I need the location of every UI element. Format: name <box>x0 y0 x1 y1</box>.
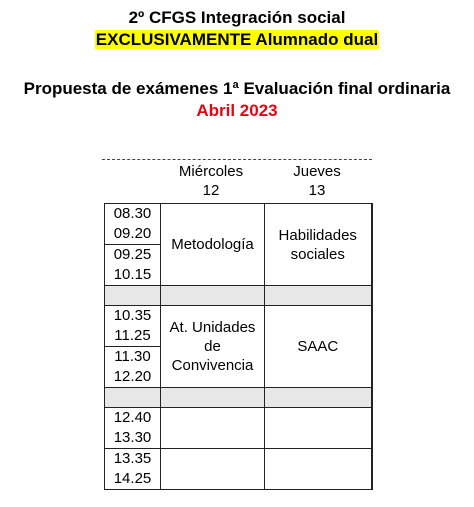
time-label: 14.25 <box>113 470 152 487</box>
table-row <box>105 204 372 286</box>
break-row <box>105 388 372 408</box>
document-date: Abril 2023 <box>196 101 278 120</box>
time-label: 12.40 <box>113 409 152 426</box>
time-label: 11.30 <box>114 348 151 365</box>
exam-cell: Metodología <box>161 204 265 286</box>
table-row <box>105 449 372 490</box>
exam-cell <box>161 408 265 449</box>
time-cell <box>105 204 161 286</box>
header-divider <box>102 159 372 160</box>
time-label: 09.25 <box>113 246 152 263</box>
document-title: Propuesta de exámenes 1ª Evaluación final ordinaria <box>23 79 451 98</box>
time-label: 13.35 <box>113 450 152 467</box>
column-header-wednesday <box>160 162 262 200</box>
time-cell <box>105 449 161 490</box>
column-header-thursday <box>264 162 370 200</box>
time-cell <box>105 306 161 388</box>
exam-cell: At. Unidades de Convivencia <box>161 306 265 388</box>
time-label: 10.35 <box>113 307 152 324</box>
time-label: 09.20 <box>105 224 160 245</box>
time-cell <box>105 408 161 449</box>
exam-cell <box>265 449 372 490</box>
column-day: Miércoles <box>178 163 244 180</box>
exam-cell <box>161 449 265 490</box>
table-row <box>105 306 372 388</box>
time-label: 10.15 <box>113 266 152 283</box>
break-row <box>105 286 372 306</box>
audience-line <box>0 30 474 50</box>
column-date: 12 <box>202 182 220 199</box>
exam-cell: SAAC <box>265 306 372 388</box>
column-date: 13 <box>308 182 326 199</box>
column-day: Jueves <box>293 163 341 180</box>
course-title: 2º CFGS Integración social <box>128 8 346 27</box>
time-label: 11.25 <box>105 326 160 347</box>
time-label: 08.30 <box>113 205 152 222</box>
time-label: 13.30 <box>113 429 152 446</box>
table-row <box>105 408 372 449</box>
time-label: 12.20 <box>113 368 152 385</box>
exam-cell: Habilidades sociales <box>265 204 372 286</box>
exam-cell <box>265 408 372 449</box>
audience-highlight: EXCLUSIVAMENTE Alumnado dual <box>95 30 379 49</box>
exam-schedule-table <box>104 203 373 490</box>
